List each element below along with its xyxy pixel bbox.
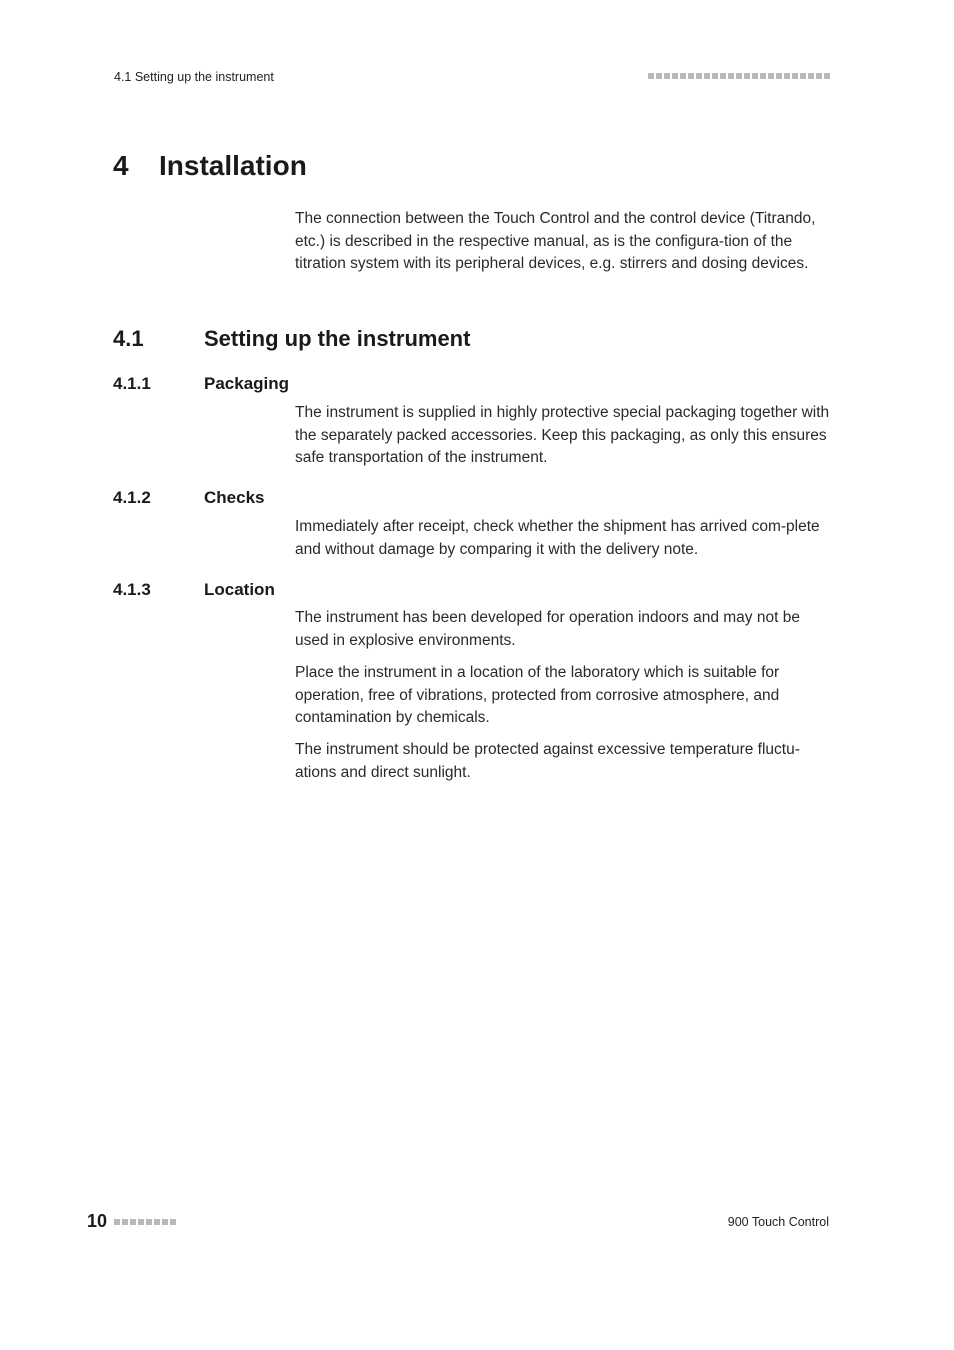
- footer-decoration: [114, 1219, 176, 1225]
- subsection-title: Checks: [204, 488, 265, 507]
- subsection-heading-packaging: [113, 374, 289, 394]
- checks-paragraph: Immediately after receipt, check whether the shipment has arrived com-plete and without damage by comparing it with the delivery note.: [295, 518, 820, 558]
- section-number: 4.1: [113, 326, 144, 351]
- footer-product-name: 900 Touch Control: [727, 1215, 829, 1229]
- subsection-heading-location: [113, 580, 275, 600]
- header-decoration: [648, 73, 830, 79]
- page-number: 10: [87, 1211, 108, 1231]
- subsection-heading-checks: [113, 488, 264, 508]
- subsection-number: 4.1.2: [113, 488, 151, 507]
- chapter-intro: The connection between the Touch Control and the control device (Titrando, etc.) is described in the respective manual, as is the configura-tion of the titration system with its peripheral devices, e.g. stirrers and dosing devices.: [295, 210, 816, 273]
- subsection-number: 4.1.3: [113, 580, 151, 599]
- subsection-number: 4.1.1: [113, 374, 151, 393]
- section-title: Setting up the instrument: [204, 326, 471, 351]
- location-paragraph-2: Place the instrument in a location of the laboratory which is suitable for operation, free of vibrations, protected from corrosive atmosphere, and contamination by chemicals.: [295, 664, 780, 727]
- location-paragraph-1: The instrument has been developed for operation indoors and may not be used in explosive environments.: [295, 609, 800, 649]
- subsection-title: Location: [204, 580, 275, 599]
- running-header: 4.1 Setting up the instrument: [114, 70, 274, 84]
- chapter-title-text: Installation: [159, 150, 307, 181]
- chapter-title: [113, 150, 307, 182]
- subsection-title: Packaging: [204, 374, 290, 393]
- packaging-paragraph: The instrument is supplied in highly protective special packaging together with the separately packed accessories. Keep this packaging, as only this ensures safe transportation of the instrument.: [295, 404, 830, 467]
- location-paragraph-3: The instrument should be protected against excessive temperature fluctu-ations and direct sunlight.: [295, 741, 800, 781]
- chapter-number: 4: [113, 150, 129, 181]
- section-heading: [113, 326, 470, 352]
